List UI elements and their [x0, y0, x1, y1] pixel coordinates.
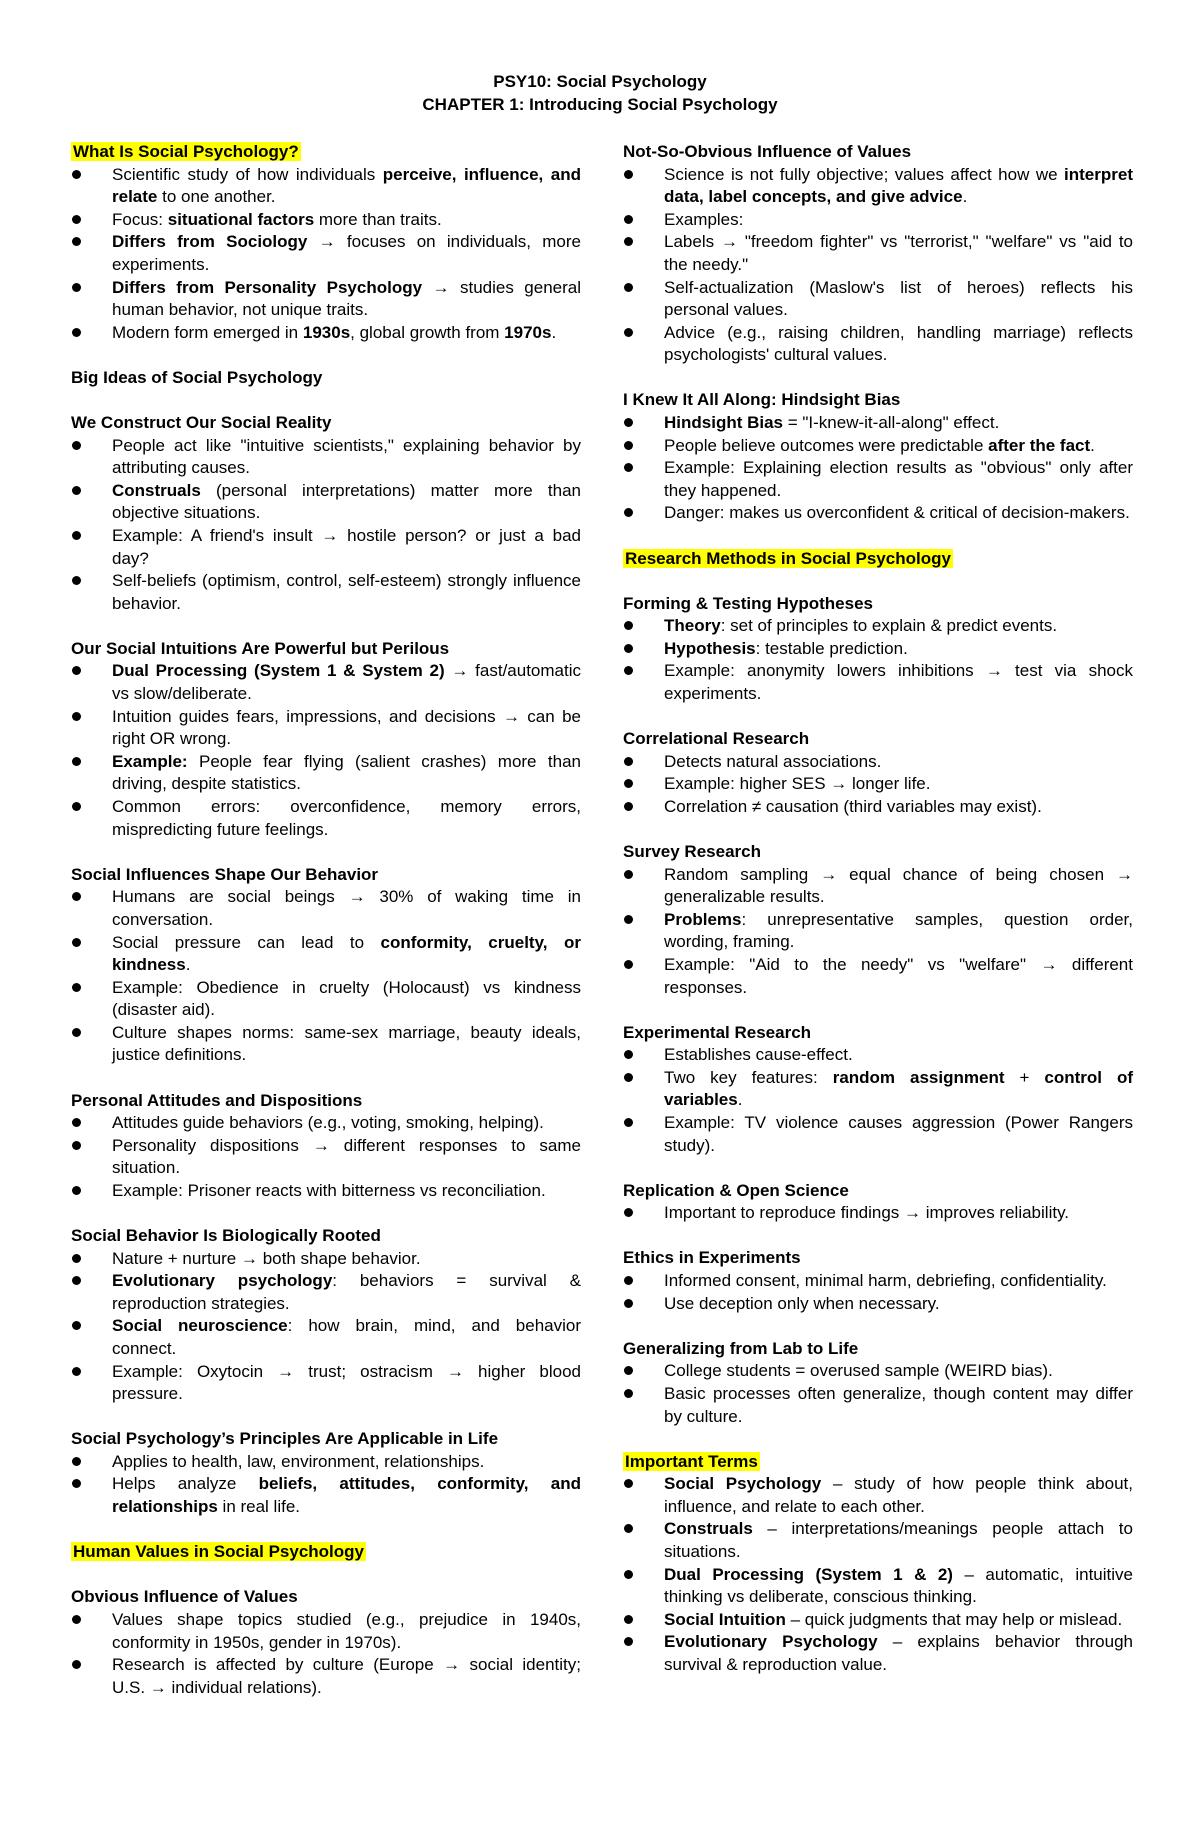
bullet-text: , global growth from	[350, 322, 505, 342]
bullet-item	[71, 977, 581, 1022]
section-heading	[71, 367, 581, 390]
bullet-text: Self-actualization (Maslow's list of heroes) reflects his personal values.	[664, 277, 1133, 320]
bullet-item	[623, 638, 1133, 661]
bold-term: Construals	[112, 480, 201, 500]
bullet-text: .	[1090, 435, 1095, 455]
bullet-item	[623, 412, 1133, 435]
bullet-text: Humans are social beings → 30% of waking time in conversation.	[112, 887, 581, 929]
bullet-item	[71, 1022, 581, 1067]
bullet-item	[623, 231, 1133, 276]
bold-term: Evolutionary psychology	[112, 1271, 333, 1291]
bullet-text: Correlation ≠ causation (third variables may exist).	[664, 796, 1042, 816]
bullet-text: Common errors: overconfidence, memory errors, mispredicting future feelings.	[112, 797, 581, 839]
bullet-text: +	[1004, 1067, 1045, 1087]
bullet-item	[71, 1654, 581, 1699]
bold-term: 1930s	[302, 322, 351, 342]
bullet-text: People fear flying (salient crashes) more than driving, despite statistics.	[112, 751, 581, 794]
bullet-text: Social pressure can lead to	[112, 932, 381, 952]
section-heading-text: We Construct Our Social Reality	[71, 413, 332, 433]
bullet-item	[623, 1202, 1133, 1225]
bullet-text: Scientific study of how individuals	[112, 164, 383, 184]
bullet-text: : set of principles to explain & predict events.	[720, 616, 1058, 636]
bullet-item	[623, 864, 1133, 909]
bullet-text: : testable prediction.	[755, 638, 908, 658]
section-heading-text: What Is Social Psychology?	[73, 142, 299, 161]
bullet-item	[623, 1270, 1133, 1293]
section-heading-text: Not-So-Obvious Influence of Values	[623, 142, 912, 161]
bullet-list	[71, 1609, 581, 1699]
section-heading	[623, 548, 1133, 571]
document-header	[0, 70, 1200, 116]
bullet-list	[623, 1202, 1133, 1225]
bullet-item	[71, 660, 581, 705]
bullet-text: Labels → "freedom fighter" vs "terrorist," "welfare" vs "aid to the needy."	[664, 232, 1133, 274]
bold-term: conformity, cruelty, or kindness	[112, 932, 581, 975]
bold-term: interpret data, label concepts, and give advice	[664, 164, 1133, 207]
bullet-text: Advice (e.g., raising children, handling marriage) reflects psychologists' cultural values.	[664, 322, 1133, 365]
section-what-is-social-psychology	[71, 141, 581, 344]
bullet-item	[623, 954, 1133, 999]
bullet-list	[71, 164, 581, 345]
bullet-item	[71, 886, 581, 931]
bold-term: after the fact	[988, 435, 1091, 455]
bullet-list	[623, 1270, 1133, 1315]
bullet-item	[71, 164, 581, 209]
bullet-item	[71, 570, 581, 615]
bullet-item	[71, 1112, 581, 1135]
section-heading	[71, 1541, 581, 1564]
bullet-item	[623, 615, 1133, 638]
bullet-item	[71, 1451, 581, 1474]
bullet-item	[71, 1248, 581, 1271]
bullet-item	[623, 1360, 1133, 1383]
bullet-item	[623, 164, 1133, 209]
section-heading	[71, 412, 581, 435]
bullet-text: Values shape topics studied (e.g., prejudice in 1940s, conformity in 1950s, gender in 1970s).	[112, 1609, 581, 1652]
bullet-item	[623, 1518, 1133, 1563]
bullet-text: People believe outcomes were predictable	[664, 435, 989, 455]
bullet-item	[623, 1112, 1133, 1157]
bullet-text: Personality dispositions → different responses to same situation.	[112, 1135, 581, 1178]
bold-term: Dual Processing (System 1 & 2)	[664, 1564, 953, 1584]
section-we-construct-our-social-reality	[71, 412, 581, 615]
bullet-text: Use deception only when necessary.	[664, 1293, 940, 1313]
section-our-social-intuitions-are-powerful-but-perilous	[71, 638, 581, 841]
section-heading-text: Ethics in Experiments	[623, 1248, 801, 1268]
section-heading-text: Obvious Influence of Values	[71, 1587, 298, 1607]
section-heading	[71, 638, 581, 661]
section-heading-text: Survey Research	[623, 842, 761, 862]
bullet-item	[623, 1044, 1133, 1067]
bold-term: Problems	[664, 909, 742, 929]
section-heading-text: Social Influences Shape Our Behavior	[71, 864, 379, 884]
section-heading	[623, 593, 1133, 616]
section-ethics-in-experiments	[623, 1247, 1133, 1315]
bullet-item	[71, 435, 581, 480]
section-social-influences-shape-our-behavior	[71, 864, 581, 1067]
bullet-list	[623, 751, 1133, 819]
section-heading-text: I Knew It All Along: Hindsight Bias	[623, 390, 901, 410]
bullet-text: Example: Obedience in cruelty (Holocaust) vs kindness (disaster aid).	[112, 977, 581, 1020]
bullet-item	[623, 660, 1133, 705]
bullet-item	[71, 277, 581, 322]
bullet-item	[71, 751, 581, 796]
bold-term: random assignment	[832, 1067, 1005, 1087]
bold-term: Social Psychology	[664, 1474, 822, 1494]
section-replication-open-science	[623, 1180, 1133, 1225]
bullet-text: – explains behavior through survival & reproduction value.	[664, 1632, 1134, 1674]
bullet-item	[71, 480, 581, 525]
bullet-text: Example: anonymity lowers inhibitions → test via shock experiments.	[664, 661, 1133, 704]
section-heading	[623, 1022, 1133, 1045]
section-heading-text: Important Terms	[625, 1451, 758, 1471]
section-heading	[71, 1586, 581, 1609]
bullet-item	[623, 1631, 1133, 1676]
bullet-item	[71, 1609, 581, 1654]
bullet-list	[623, 1044, 1133, 1157]
bullet-text: (personal interpretations) matter more than objective situations.	[112, 480, 581, 523]
section-heading-text: Correlational Research	[623, 729, 810, 749]
bullet-text: Applies to health, law, environment, relationships.	[112, 1451, 485, 1471]
bold-term: Dual Processing (System 1 & System 2)	[112, 661, 445, 681]
bold-term: Social neuroscience	[112, 1316, 288, 1336]
bold-term: beliefs, attitudes, conformity, and relationships	[112, 1474, 581, 1517]
bullet-item	[71, 1270, 581, 1315]
bullet-text: more than traits.	[314, 209, 442, 229]
bullet-item	[71, 525, 581, 570]
bullet-text: Modern form emerged in	[112, 322, 303, 342]
bullet-text: Self-beliefs (optimism, control, self-esteem) strongly influence behavior.	[112, 571, 581, 613]
section-heading-text: Big Ideas of Social Psychology	[71, 367, 323, 387]
bullet-item	[71, 1315, 581, 1360]
bullet-list	[71, 1248, 581, 1406]
bullet-item	[623, 796, 1133, 819]
bullet-text: Danger: makes us overconfident & critical of decision-makers.	[664, 503, 1130, 523]
bullet-text: .	[551, 322, 557, 342]
bold-term: Evolutionary Psychology	[664, 1632, 878, 1652]
bullet-item	[71, 209, 581, 232]
bullet-list	[623, 164, 1133, 367]
section-heading	[71, 141, 581, 164]
bullet-text: Intuition guides fears, impressions, and decisions → can be right OR wrong.	[112, 706, 581, 749]
bullet-text: Example: Oxytocin → trust; ostracism → higher blood pressure.	[112, 1361, 581, 1404]
left-column	[71, 141, 581, 1722]
bullet-item	[623, 502, 1133, 525]
bullet-text: Example: Explaining election results as "obvious" only after they happened.	[664, 458, 1133, 500]
bullet-text: Example: Prisoner reacts with bitterness vs reconciliation.	[112, 1180, 546, 1200]
bullet-list	[71, 886, 581, 1067]
right-column	[623, 141, 1133, 1699]
bullet-text: : behaviors = survival & reproduction strategies.	[112, 1271, 581, 1313]
bullet-item	[623, 1383, 1133, 1428]
bullet-list	[71, 1112, 581, 1202]
section-heading	[71, 1090, 581, 1113]
bold-term: Differs from Sociology	[112, 232, 308, 252]
bullet-text: to one another.	[157, 187, 276, 207]
bullet-text: → focuses on individuals, more experiments.	[112, 232, 581, 274]
bullet-item	[623, 457, 1133, 502]
bold-term: Social Intuition	[664, 1609, 786, 1629]
section-forming-testing-hypotheses	[623, 593, 1133, 706]
bullet-item	[623, 1473, 1133, 1518]
section-heading-text: Personal Attitudes and Dispositions	[71, 1090, 363, 1110]
bold-term: Example:	[112, 751, 188, 771]
section-not-so-obvious-influence-of-values	[623, 141, 1133, 367]
section-heading-text: Human Values in Social Psychology	[73, 1542, 364, 1562]
section-generalizing-from-lab-to-life	[623, 1338, 1133, 1428]
bullet-text: Detects natural associations.	[664, 751, 882, 771]
document-title: PSY10: Social Psychology	[493, 72, 707, 91]
bullet-text: Two key features:	[664, 1067, 833, 1087]
bullet-text: College students = overused sample (WEIRD bias).	[664, 1361, 1053, 1381]
bullet-list	[623, 1473, 1133, 1676]
section-obvious-influence-of-values	[71, 1586, 581, 1699]
bullet-item	[623, 1067, 1133, 1112]
bullet-text: Culture shapes norms: same-sex marriage, beauty ideals, justice definitions.	[112, 1022, 581, 1065]
bold-term: situational factors	[167, 209, 315, 229]
bullet-text: .	[185, 955, 191, 975]
bullet-text: Informed consent, minimal harm, debriefing, confidentiality.	[664, 1271, 1107, 1291]
bullet-text: Science is not fully objective; values affect how we	[664, 164, 1065, 184]
bullet-text: : unrepresentative samples, question order, wording, framing.	[664, 909, 1133, 952]
bullet-list	[623, 615, 1133, 705]
bullet-text: Example: A friend's insult → hostile person? or just a bad day?	[112, 526, 581, 568]
bullet-text: Nature + nurture → both shape behavior.	[112, 1248, 421, 1268]
bullet-text: People act like "intuitive scientists," explaining behavior by attributing causes.	[112, 435, 581, 478]
bullet-item	[623, 277, 1133, 322]
bullet-text: Research is affected by culture (Europe → social identity; U.S. → individual relations).	[112, 1655, 581, 1697]
section-heading-text: Research Methods in Social Psychology	[625, 548, 951, 568]
bullet-text: = "I-knew-it-all-along" effect.	[783, 413, 1000, 433]
bullet-text: Helps analyze	[112, 1474, 259, 1494]
bullet-item	[71, 1135, 581, 1180]
section-heading	[623, 389, 1133, 412]
bold-term: control of variables	[664, 1067, 1133, 1110]
bullet-list	[623, 412, 1133, 525]
section-correlational-research	[623, 728, 1133, 818]
bullet-text: Example: "Aid to the needy" vs "welfare" → different responses.	[664, 955, 1133, 997]
bullet-item	[623, 1293, 1133, 1316]
bold-term: Construals	[664, 1519, 753, 1539]
section-heading	[623, 1338, 1133, 1361]
bullet-item	[71, 1180, 581, 1203]
bullet-list	[71, 660, 581, 841]
bullet-list	[623, 864, 1133, 1000]
bold-term: Theory	[664, 616, 721, 636]
section-heading	[623, 1451, 1133, 1474]
bullet-item	[71, 231, 581, 276]
bullet-text: → studies general human behavior, not unique traits.	[112, 277, 581, 320]
section-heading	[623, 1247, 1133, 1270]
bullet-text: in real life.	[217, 1497, 301, 1517]
bold-term: 1970s	[504, 322, 552, 342]
bullet-item	[71, 1473, 581, 1518]
bullet-item	[71, 322, 581, 345]
bullet-text: .	[962, 187, 968, 207]
bullet-text: : how brain, mind, and behavior connect.	[112, 1316, 581, 1358]
bullet-text: Focus:	[112, 209, 168, 229]
bullet-text: Important to reproduce findings → improves reliability.	[664, 1203, 1070, 1223]
bullet-text: – interpretations/meanings people attach to situations.	[664, 1519, 1133, 1561]
bullet-list	[71, 435, 581, 616]
bullet-list	[623, 1360, 1133, 1428]
bullet-list	[71, 1451, 581, 1519]
section-research-methods-in-social-psychology	[623, 548, 1133, 571]
section-heading-text: Forming & Testing Hypotheses	[623, 593, 873, 613]
section-experimental-research	[623, 1022, 1133, 1158]
bold-term: Hindsight Bias	[664, 413, 784, 433]
bullet-item	[623, 909, 1133, 954]
bold-term: Differs from Personality Psychology	[112, 277, 423, 297]
section-human-values-in-social-psychology	[71, 1541, 581, 1564]
bullet-text: Establishes cause-effect.	[664, 1045, 853, 1065]
section-heading-text: Generalizing from Lab to Life	[623, 1338, 859, 1358]
bullet-item	[623, 751, 1133, 774]
bullet-item	[71, 706, 581, 751]
bullet-text: – study of how people think about, influence, and relate to each other.	[664, 1474, 1133, 1516]
bullet-text: .	[737, 1090, 743, 1110]
section-important-terms	[623, 1451, 1133, 1677]
section-social-behavior-is-biologically-rooted	[71, 1225, 581, 1406]
chapter-title: CHAPTER 1: Introducing Social Psychology	[422, 95, 778, 114]
bullet-text: Attitudes guide behaviors (e.g., voting, smoking, helping).	[112, 1113, 544, 1133]
section-social-psychology-s-principles-are-applicable-in-life	[71, 1428, 581, 1518]
section-heading-text: Experimental Research	[623, 1022, 812, 1042]
section-heading	[623, 1180, 1133, 1203]
section-heading-text: Replication & Open Science	[623, 1180, 849, 1200]
bullet-item	[623, 1609, 1133, 1632]
section-heading-text: Social Psychology’s Principles Are Applicable in Life	[71, 1429, 499, 1449]
bullet-item	[71, 796, 581, 841]
section-heading	[71, 1225, 581, 1248]
bullet-text: Basic processes often generalize, though content may differ by culture.	[664, 1383, 1133, 1426]
section-heading	[623, 841, 1133, 864]
bullet-item	[623, 209, 1133, 232]
bullet-text: Example: higher SES → longer life.	[664, 774, 931, 794]
bullet-item	[623, 322, 1133, 367]
bullet-text: Examples:	[664, 209, 744, 229]
section-big-ideas-of-social-psychology	[71, 367, 581, 390]
bullet-text: Example: TV violence causes aggression (Power Rangers study).	[664, 1113, 1133, 1155]
section-heading	[71, 1428, 581, 1451]
section-heading-text: Our Social Intuitions Are Powerful but Perilous	[71, 638, 450, 658]
bold-term: perceive, influence, and relate	[112, 164, 581, 207]
section-heading	[71, 864, 581, 887]
section-heading-text: Social Behavior Is Biologically Rooted	[71, 1226, 381, 1246]
bullet-item	[623, 773, 1133, 796]
section-i-knew-it-all-along-hindsight-bias	[623, 389, 1133, 525]
section-personal-attitudes-and-dispositions	[71, 1090, 581, 1203]
section-heading	[623, 728, 1133, 751]
bullet-text: → fast/automatic vs slow/deliberate.	[112, 661, 582, 704]
bullet-item	[71, 1361, 581, 1406]
bold-term: Hypothesis	[664, 638, 756, 658]
section-survey-research	[623, 841, 1133, 999]
bullet-item	[71, 932, 581, 977]
bullet-text: Random sampling → equal chance of being chosen → generalizable results.	[664, 864, 1133, 907]
bullet-text: – quick judgments that may help or mislead.	[785, 1609, 1123, 1629]
section-heading	[623, 141, 1133, 164]
bullet-item	[623, 435, 1133, 458]
bullet-text: – automatic, intuitive thinking vs deliberate, conscious thinking.	[664, 1564, 1133, 1607]
bullet-item	[623, 1564, 1133, 1609]
